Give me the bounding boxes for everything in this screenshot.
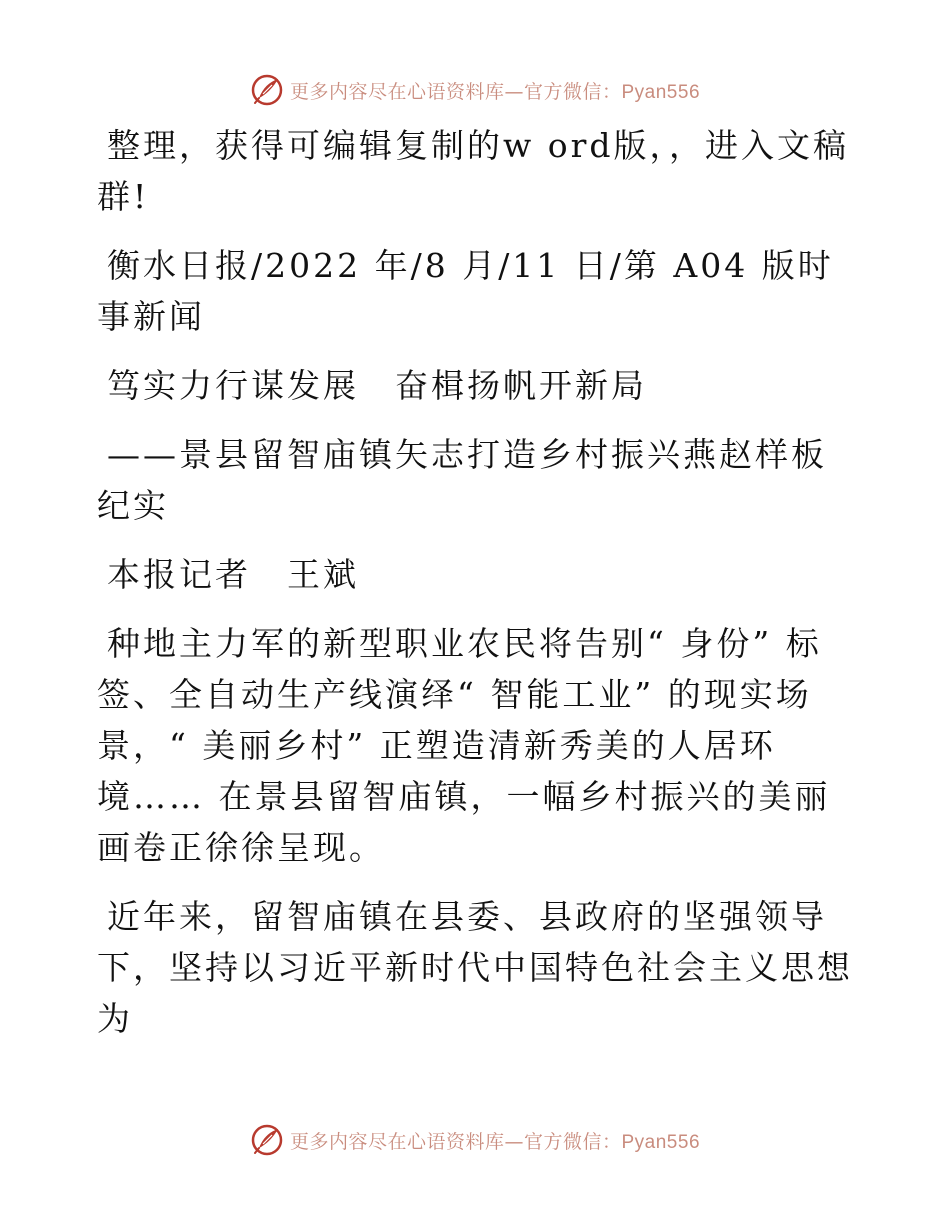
article-paragraph: 种地主力军的新型职业农民将告别“ 身份” 标签、全自动生产线演绎“ 智能工业” 的现实场景，“ 美丽乡村” 正塑造清新秀美的人居环境…… 在景县留智庙镇，一幅乡村振兴的美丽画卷正徐徐呈现。	[97, 624, 831, 867]
watermark-text: 更多内容尽在心语资料库—官方微信：Pyan556	[289, 80, 701, 103]
article-title: 笃实力行谋发展 奋楫扬帆开新局	[107, 366, 647, 405]
article-subtitle: ——景县留智庙镇矢志打造乡村振兴燕赵样板纪实	[97, 435, 827, 525]
footer-watermark	[0, 1120, 950, 1160]
article-byline: 本报记者 王斌	[107, 555, 359, 594]
feather-pen-logo-icon	[250, 1123, 284, 1157]
feather-pen-logo-icon	[250, 73, 284, 107]
paragraph-source: 衡水日报/2022 年/8 月/11 日/第 A04 版时事新闻	[97, 246, 834, 336]
paragraph-note: 整理，获得可编辑复制的w ord版，，进入文稿群!	[97, 126, 850, 216]
document-body	[97, 120, 857, 1062]
header-watermark	[0, 70, 950, 110]
watermark-text: 更多内容尽在心语资料库—官方微信：Pyan556	[289, 1130, 701, 1153]
article-paragraph: 近年来，留智庙镇在县委、县政府的坚强领导下，坚持以习近平新时代中国特色社会主义思想为	[97, 897, 853, 1038]
